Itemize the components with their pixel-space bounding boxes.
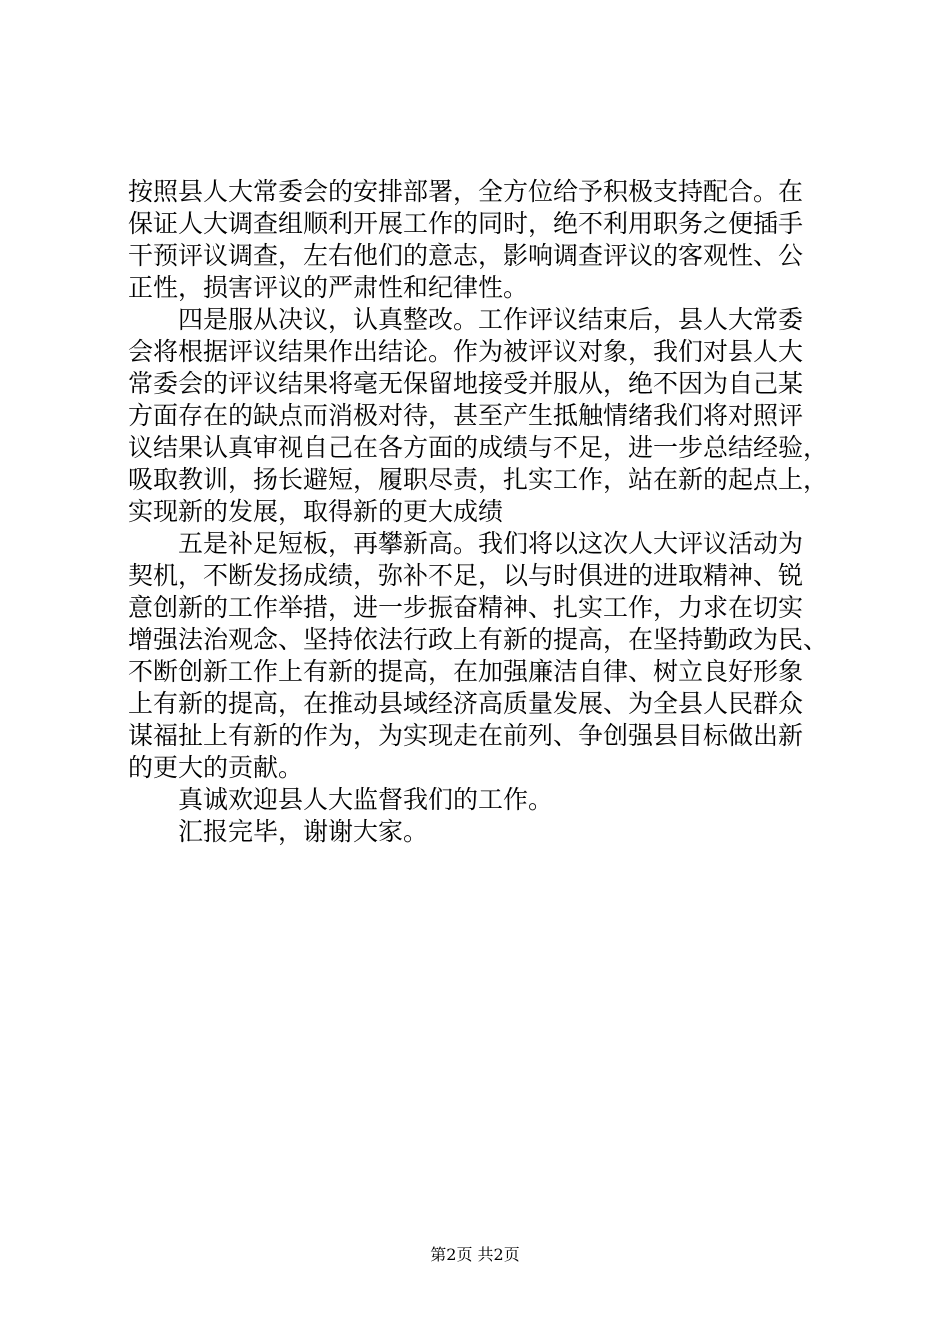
- paragraph-line: 方面存在的缺点而消极对待，甚至产生抵触情绪我们将对照评: [128, 401, 804, 430]
- paragraph-line: 正性，损害评议的严肃性和纪律性。: [128, 273, 529, 302]
- paragraph-line: 保证人大调查组顺利开展工作的同时，绝不利用职务之便插手: [128, 209, 804, 238]
- paragraph-line: 汇报完毕，谢谢大家。: [128, 817, 429, 846]
- paragraph-line: 五是补足短板，再攀新高。我们将以这次人大评议活动为: [128, 529, 804, 558]
- paragraph-line: 上有新的提高，在推动县域经济高质量发展、为全县人民群众: [128, 689, 804, 718]
- paragraph-line: 增强法治观念、坚持依法行政上有新的提高，在坚持勤政为民、: [128, 625, 829, 654]
- paragraph-line: 不断创新工作上有新的提高，在加强廉洁自律、树立良好形象: [128, 657, 804, 686]
- paragraph-line: 真诚欢迎县人大监督我们的工作。: [128, 785, 554, 814]
- page-number-footer: 第2页 共2页: [430, 1245, 520, 1264]
- paragraph-line: 常委会的评议结果将毫无保留地接受并服从，绝不因为自己某: [128, 369, 804, 398]
- paragraph-line: 干预评议调查，左右他们的意志，影响调查评议的客观性、公: [128, 241, 804, 270]
- paragraph-line: 四是服从决议，认真整改。工作评议结束后，县人大常委: [128, 305, 804, 334]
- paragraph-line: 会将根据评议结果作出结论。作为被评议对象，我们对县人大: [128, 337, 804, 366]
- paragraph-line: 议结果认真审视自己在各方面的成绩与不足，进一步总结经验，: [128, 433, 829, 462]
- paragraph-line: 谋福扯上有新的作为，为实现走在前列、争创强县目标做出新: [128, 721, 804, 750]
- paragraph-line: 的更大的贡献。: [128, 753, 304, 782]
- paragraph-line: 按照县人大常委会的安排部署，全方位给予积极支持配合。在: [128, 177, 804, 206]
- paragraph-line: 吸取教训，扬长避短，履职尽责，扎实工作，站在新的起点上，: [128, 465, 829, 494]
- paragraph-line: 实现新的发展，取得新的更大成绩: [128, 497, 504, 526]
- paragraph-line: 契机，不断发扬成绩，弥补不足，以与时俱进的进取精神、锐: [128, 561, 804, 590]
- paragraph-line: 意创新的工作举措，进一步振奋精神、扎实工作，力求在切实: [128, 593, 804, 622]
